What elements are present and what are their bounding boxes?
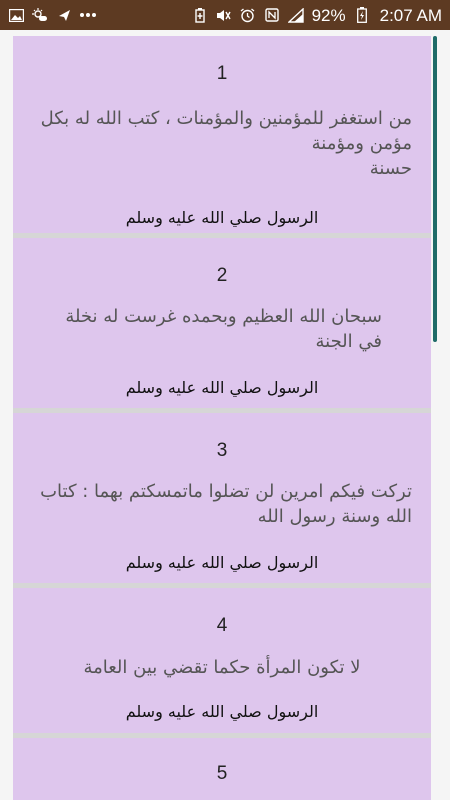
hadith-text: تركت فيكم امرين لن تضلوا ماتمسكتم بهما : كتاب الله وسنة رسول الله	[40, 481, 412, 527]
hadith-text: لا تكون المرأة حكما تقضي بين العامة	[83, 657, 361, 678]
hadith-attribution: الرسول صلي الله عليه وسلم	[125, 378, 319, 397]
hadith-attribution: الرسول صلي الله عليه وسلم	[125, 702, 319, 721]
hadith-number: 1	[216, 63, 228, 84]
nfc-icon	[264, 7, 280, 23]
hadith-card[interactable]	[13, 413, 431, 588]
scrollbar-thumb[interactable]	[433, 36, 437, 342]
status-bar-right	[192, 7, 442, 24]
status-bar	[0, 0, 450, 30]
hadith-number: 4	[216, 615, 228, 636]
mute-icon	[216, 7, 232, 23]
hadith-number: 5	[216, 763, 228, 784]
gallery-icon	[8, 7, 24, 23]
hadith-number: 3	[216, 440, 228, 461]
hadith-attribution: الرسول صلي الله عليه وسلم	[125, 208, 319, 227]
hadith-card[interactable]	[13, 738, 431, 800]
status-bar-left	[8, 7, 96, 23]
hadith-card[interactable]	[13, 588, 431, 738]
weather-icon	[32, 7, 48, 23]
alarm-icon	[240, 7, 256, 23]
battery-charging-icon	[354, 7, 370, 23]
hadith-attribution: الرسول صلي الله عليه وسلم	[125, 553, 319, 572]
more-dots-icon	[80, 7, 96, 23]
battery-percent: 92%	[311, 5, 346, 25]
clock: 2:07 AM	[379, 5, 442, 25]
hadith-text: من استغفر للمؤمنين والمؤمنات ، كتب الله له بكل مؤمن ومؤمنة حسنة	[40, 108, 412, 179]
send-icon	[56, 7, 72, 23]
hadith-list[interactable]	[13, 36, 431, 800]
hadith-number: 2	[216, 265, 228, 286]
hadith-text: سبحان الله العظيم وبحمده غرست له نخلة في الجنة	[65, 306, 382, 352]
signal-icon	[288, 7, 304, 23]
hadith-card[interactable]	[13, 36, 431, 238]
hadith-card[interactable]	[13, 238, 431, 413]
battery-saver-icon	[192, 7, 208, 23]
